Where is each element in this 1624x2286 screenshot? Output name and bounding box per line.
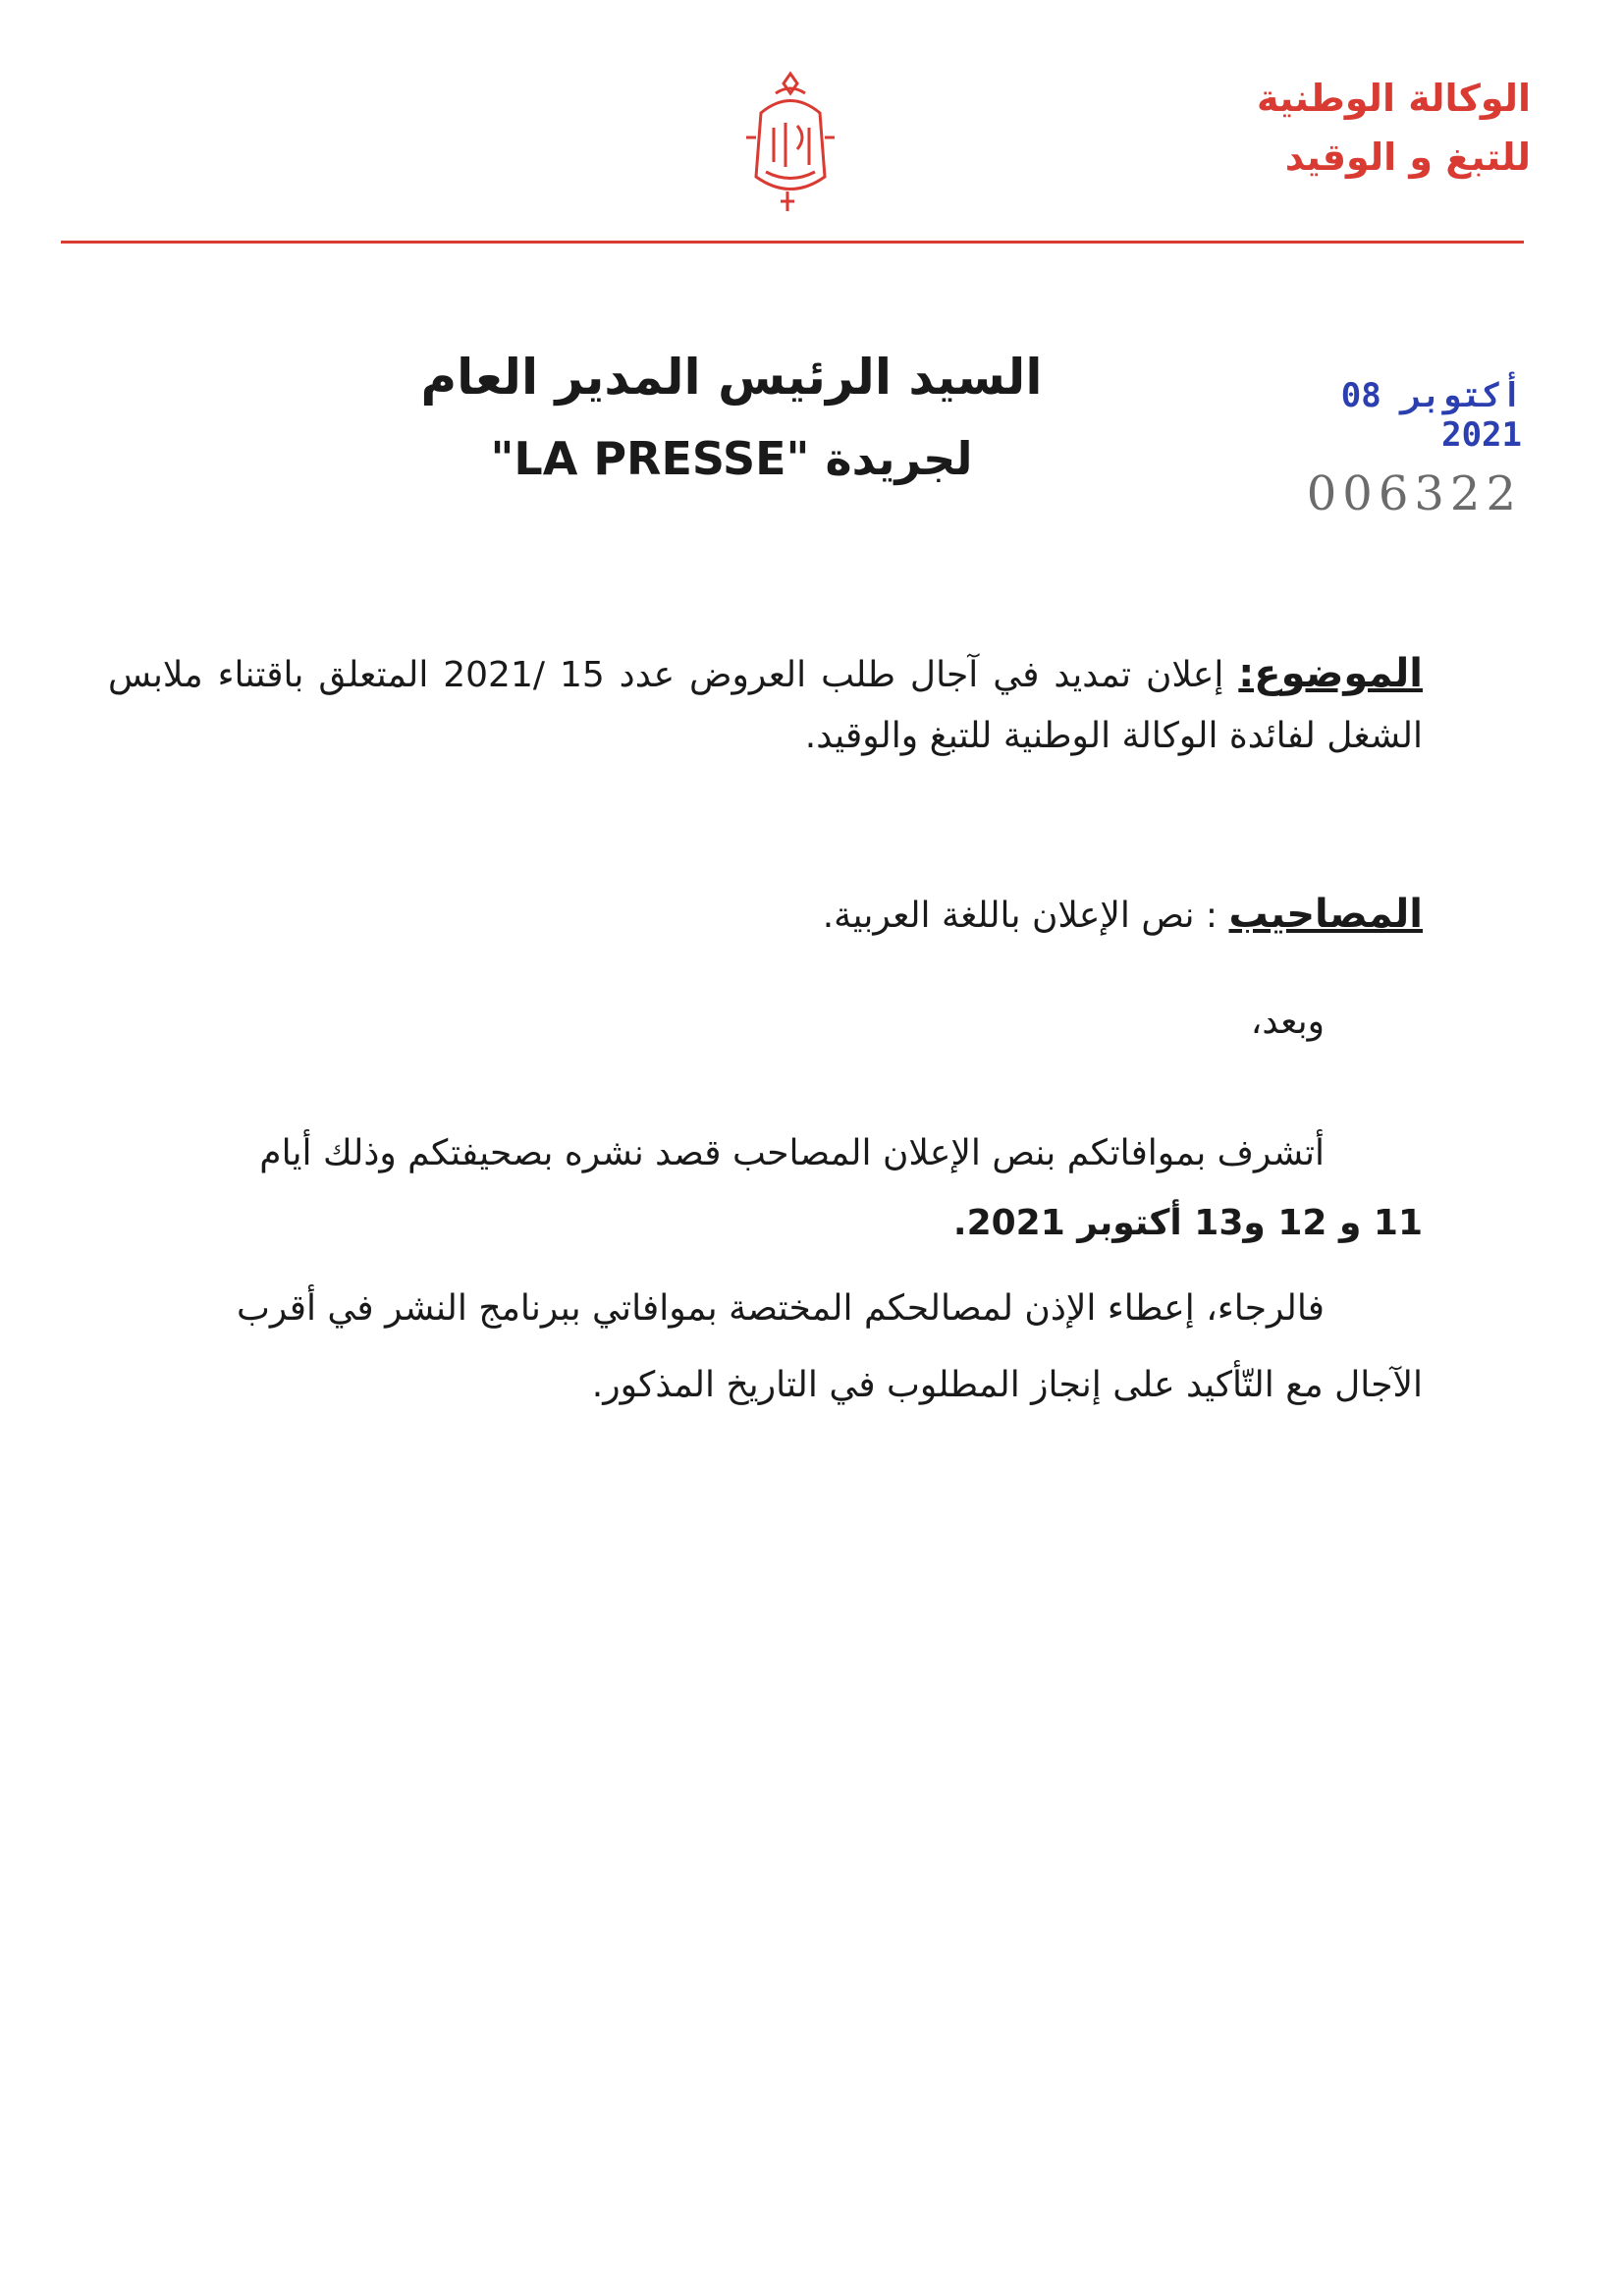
greeting: وبعد، [1250, 1002, 1325, 1042]
org-name-line2: للتبغ و الوقيد [1284, 136, 1531, 179]
header-divider [61, 241, 1524, 244]
subject-text: إعلان تمديد في آجال طلب العروض عدد 15 /2021 المتعلق باقتناء ملابس الشغل لفائدة الوكالة الوطنية للتبغ والوقيد. [108, 655, 1423, 756]
body-paragraph-1: أتشرف بموافاتكم بنص الإعلان المصاحب قصد نشره بصحيفتكم وذلك أيام [259, 1133, 1325, 1173]
enclosure-text: : نص الإعلان باللغة العربية. [822, 896, 1218, 936]
publication-dates: 11 و 12 و13 أكتوبر 2021. [952, 1203, 1423, 1243]
body-paragraph-2: فالرجاء، إعطاء الإذن لمصالحكم المختصة بموافاتي ببرنامج النشر في أقرب [237, 1288, 1325, 1329]
subject-label: الموضوع: [1238, 651, 1423, 696]
reference-number-stamp: 006322 [1306, 466, 1522, 521]
agency-logo-icon [727, 69, 854, 216]
body-paragraph-2-continued: الآجال مع التّأكيد على إنجاز المطلوب في التاريخ المذكور. [591, 1365, 1423, 1405]
subject-section [108, 643, 1423, 767]
date-stamp: 08 أكتوبر 2021 [1340, 376, 1522, 455]
addressee-title: السيد الرئيس المدير العام [420, 349, 1043, 406]
organization-name [1177, 69, 1531, 187]
org-name-line1: الوكالة الوطنية [1256, 77, 1531, 120]
addressee-newspaper: لجريدة "LA PRESSE" [490, 432, 973, 485]
enclosure-section [108, 884, 1423, 947]
enclosure-label: المصاحيب [1228, 892, 1423, 937]
